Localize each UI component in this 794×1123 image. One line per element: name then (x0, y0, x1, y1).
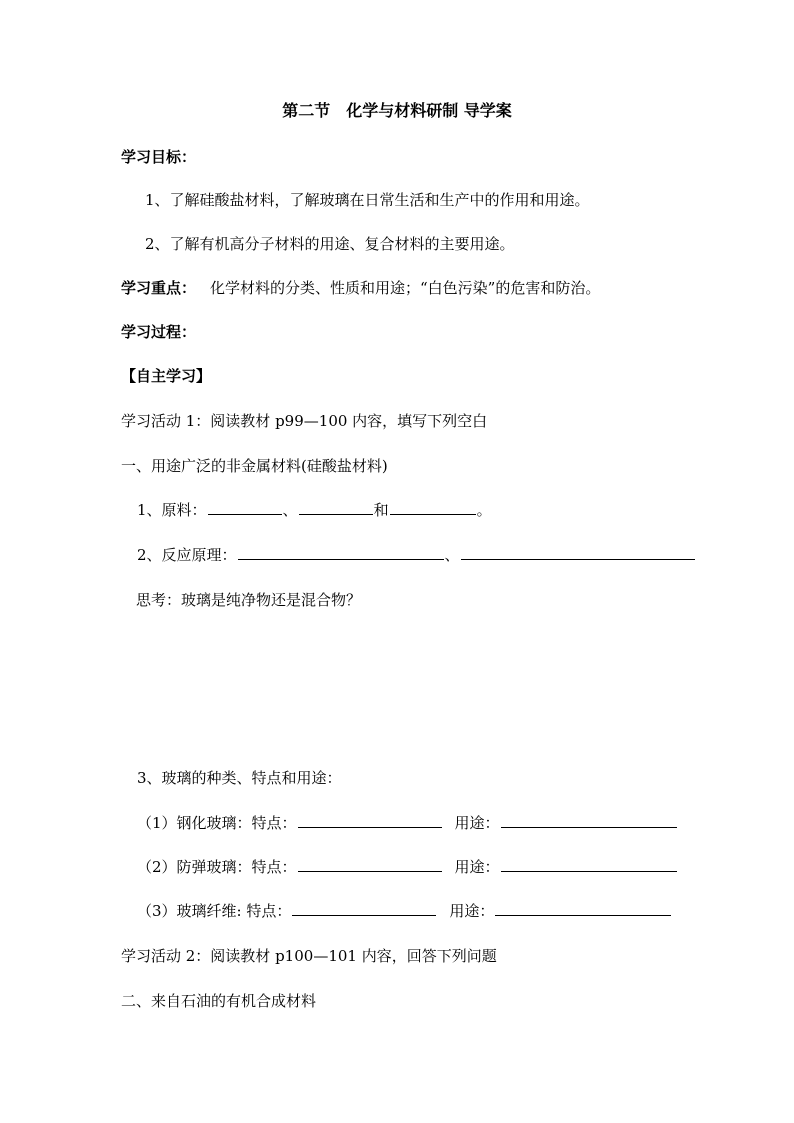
reaction-row (137, 545, 696, 565)
raw-sep-2: 和 (373, 501, 389, 519)
glass-item-row (137, 813, 678, 833)
glass-item-use-label: 用途： (454, 858, 500, 876)
raw-materials-label: 1、原料： (137, 501, 207, 519)
glass-item-use-label: 用途： (454, 814, 500, 832)
raw-material-blank-1[interactable] (208, 500, 282, 515)
page-title: 第二节 化学与材料研制 导学案 (282, 101, 512, 120)
raw-material-blank-2[interactable] (299, 500, 373, 515)
objective-1: 1、了解硅酸盐材料，了解玻璃在日常生活和生产中的作用和用途。 (145, 191, 590, 209)
use-blank[interactable] (495, 901, 671, 916)
glass-item-name: （1）钢化玻璃：特点： (137, 814, 297, 832)
raw-materials-row (137, 500, 492, 520)
think-question: 思考：玻璃是纯净物还是混合物？ (136, 591, 362, 609)
feature-blank[interactable] (292, 901, 436, 916)
keypoint-text: 化学材料的分类、性质和用途；“白色污染”的危害和防治。 (210, 279, 601, 297)
activity-1: 学习活动 1：阅读教材 p99—100 内容，填写下列空白 (121, 412, 488, 430)
glass-item-row (137, 857, 678, 877)
reaction-label: 2、反应原理： (137, 546, 237, 564)
section-2-heading: 二、来自石油的有机合成材料 (121, 992, 317, 1010)
objectives-heading: 学习目标： (121, 148, 197, 166)
raw-sep-1: 、 (282, 501, 298, 519)
raw-end: 。 (476, 501, 492, 519)
glass-item-name: （3）玻璃纤维: 特点： (137, 902, 292, 920)
raw-material-blank-3[interactable] (390, 500, 476, 515)
feature-blank[interactable] (298, 857, 442, 872)
glass-item-row (137, 901, 672, 921)
keypoint-row (121, 278, 600, 298)
feature-blank[interactable] (298, 813, 442, 828)
objective-2: 2、了解有机高分子材料的用途、复合材料的主要用途。 (145, 235, 515, 253)
reaction-blank-2[interactable] (461, 545, 695, 560)
glass-item-use-label: 用途： (449, 902, 495, 920)
use-blank[interactable] (501, 857, 677, 872)
activity-2: 学习活动 2：阅读教材 p100—101 内容，回答下列问题 (121, 947, 497, 965)
process-heading: 学习过程： (121, 323, 197, 341)
glass-item-name: （2）防弹玻璃：特点： (137, 858, 297, 876)
self-study-heading: 【自主学习】 (121, 367, 212, 385)
reaction-sep: 、 (444, 546, 460, 564)
reaction-blank-1[interactable] (238, 545, 444, 560)
keypoint-heading: 学习重点： (121, 279, 197, 297)
glass-types-label: 3、玻璃的种类、特点和用途： (137, 769, 342, 787)
use-blank[interactable] (501, 813, 677, 828)
section-1-heading: 一、用途广泛的非金属材料(硅酸盐材料) (121, 457, 388, 475)
